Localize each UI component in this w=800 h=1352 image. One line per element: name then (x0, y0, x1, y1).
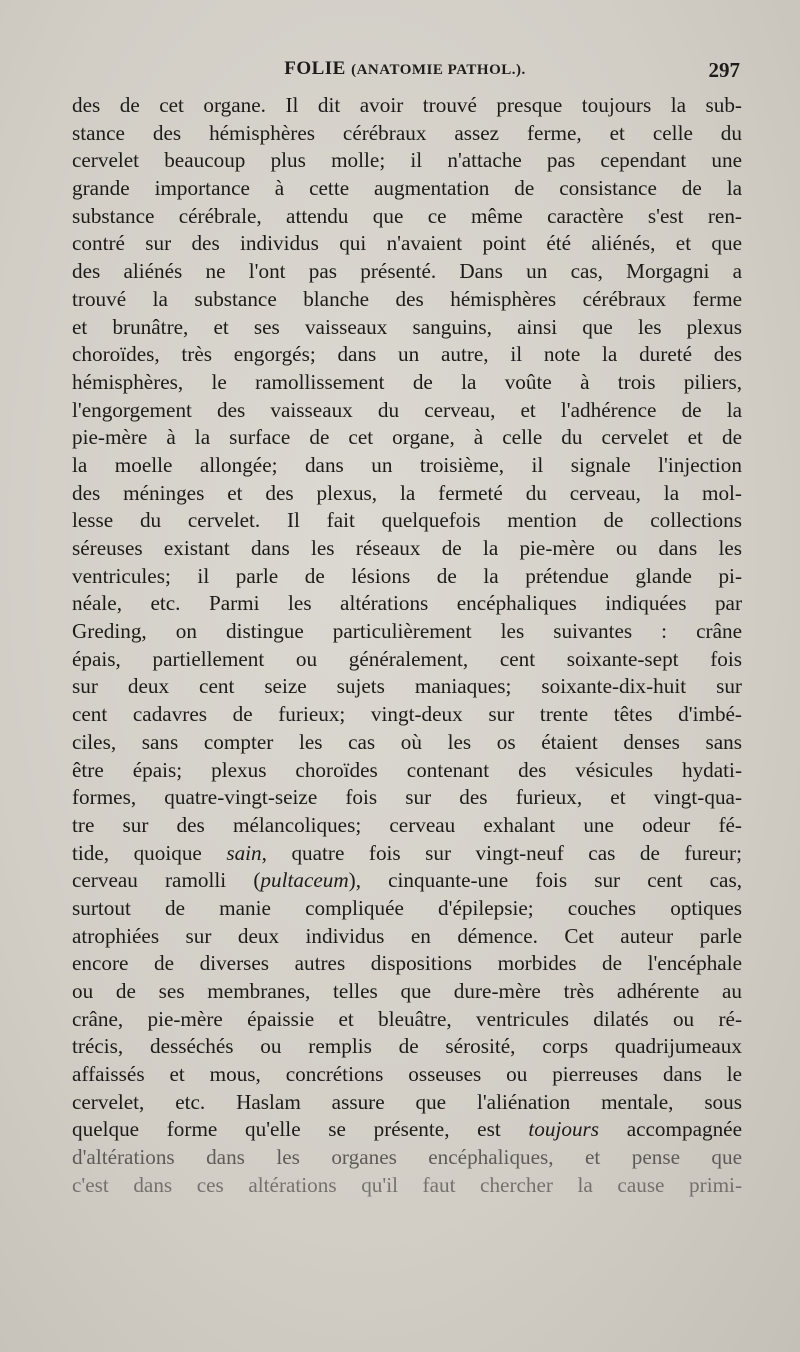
text-line: lesse du cervelet. Il fait quelquefois mention de collections (72, 508, 742, 533)
italic-run: toujours (528, 1117, 600, 1142)
body-text (72, 92, 742, 1200)
text-line (72, 867, 742, 895)
text-line: hémisphères, le ramollissement de la voûte à trois piliers, (72, 369, 742, 394)
text-line: choroïdes, très engorgés; dans un autre, il note la dureté des (72, 342, 742, 367)
italic-run: sain (226, 840, 262, 865)
text-line: être épais; plexus choroïdes contenant des vésicules hydati- (72, 757, 742, 782)
text-line: cent cadavres de furieux; vingt-deux sur trente têtes d'imbé- (72, 702, 742, 727)
text-line (72, 840, 742, 868)
text-line: encore de diverses autres dispositions morbides de l'encéphale (72, 951, 742, 976)
text-line: formes, quatre-vingt-seize fois sur des furieux, et vingt-qua- (72, 785, 742, 810)
running-header (70, 58, 740, 86)
text-line: Greding, on distingue particulièrement les suivantes : crâne (72, 619, 742, 644)
text-line: d'altérations dans les organes encéphaliques, et pense que (72, 1145, 742, 1170)
text-line: ventricules; il parle de lésions de la prétendue glande pi- (72, 563, 742, 588)
text-line: cervelet beaucoup plus molle; il n'attache pas cependant une (72, 148, 742, 173)
text-line: crâne, pie-mère épaissie et bleuâtre, ventricules dilatés ou ré- (72, 1006, 742, 1031)
page-number: 297 (708, 58, 740, 82)
text-line: la moelle allongée; dans un troisième, il signale l'injection (72, 452, 742, 477)
text-run: tide, quoique (72, 840, 227, 865)
text-line: substance cérébrale, attendu que ce même caractère s'est ren- (72, 203, 742, 228)
text-line (72, 1116, 742, 1144)
text-line: ou de ses membranes, telles que dure-mère très adhérente au (72, 979, 742, 1003)
running-title-section: (ANATOMIE PATHOL.). (351, 62, 526, 78)
text-line: séreuses existant dans les réseaux de la pie-mère ou dans les (72, 536, 742, 560)
text-line: des aliénés ne l'ont pas présenté. Dans un cas, Morgagni a (72, 259, 742, 284)
text-line: néale, etc. Parmi les altérations encéphaliques indiquées par (72, 591, 742, 616)
text-line: contré sur des individus qui n'avaient point été aliénés, et que (72, 231, 742, 256)
text-run: cerveau ramolli ( (72, 868, 261, 893)
text-line: des de cet organe. Il dit avoir trouvé presque toujours la sub- (72, 93, 742, 117)
running-title (70, 58, 740, 80)
text-line: c'est dans ces altérations qu'il faut chercher la cause primi- (72, 1172, 742, 1197)
text-line: atrophiées sur deux individus en démence. Cet auteur parle (72, 923, 742, 948)
text-line: sur deux cent seize sujets maniaques; soixante-dix-huit sur (72, 674, 742, 699)
text-run: quelque forme qu'elle se présente, est (72, 1117, 529, 1142)
text-line: grande importance à cette augmentation de consistance de la (72, 176, 742, 201)
text-run: ), cinquante-une fois sur cent cas, (348, 868, 743, 893)
text-run: accompagnée (599, 1117, 742, 1142)
text-line: pie-mère à la surface de cet organe, à celle du cervelet et de (72, 425, 742, 450)
text-line: épais, partiellement ou généralement, cent soixante-sept fois (72, 646, 742, 671)
text-line: stance des hémisphères cérébraux assez ferme, et celle du (72, 120, 742, 145)
text-line: ciles, sans compter les cas où les os étaient denses sans (72, 729, 742, 754)
text-line: des méninges et des plexus, la fermeté du cerveau, la mol- (72, 480, 742, 505)
text-line: tre sur des mélancoliques; cerveau exhalant une odeur fé- (72, 812, 742, 837)
text-run: , quatre fois sur vingt-neuf cas de fureur; (261, 840, 742, 865)
italic-run: pultaceum (260, 868, 349, 893)
text-line: et brunâtre, et ses vaisseaux sanguins, ainsi que les plexus (72, 314, 742, 339)
text-line: trouvé la substance blanche des hémisphères cérébraux ferme (72, 286, 742, 311)
text-line: trécis, desséchés ou remplis de sérosité, corps quadrijumeaux (72, 1034, 742, 1059)
running-title-main: FOLIE (284, 58, 346, 79)
text-line: affaissés et mous, concrétions osseuses ou pierreuses dans le (72, 1062, 742, 1087)
text-line: surtout de manie compliquée d'épilepsie; couches optiques (72, 895, 742, 920)
text-line: cervelet, etc. Haslam assure que l'aliénation mentale, sous (72, 1089, 742, 1114)
text-line: l'engorgement des vaisseaux du cerveau, et l'adhérence de la (72, 397, 742, 422)
